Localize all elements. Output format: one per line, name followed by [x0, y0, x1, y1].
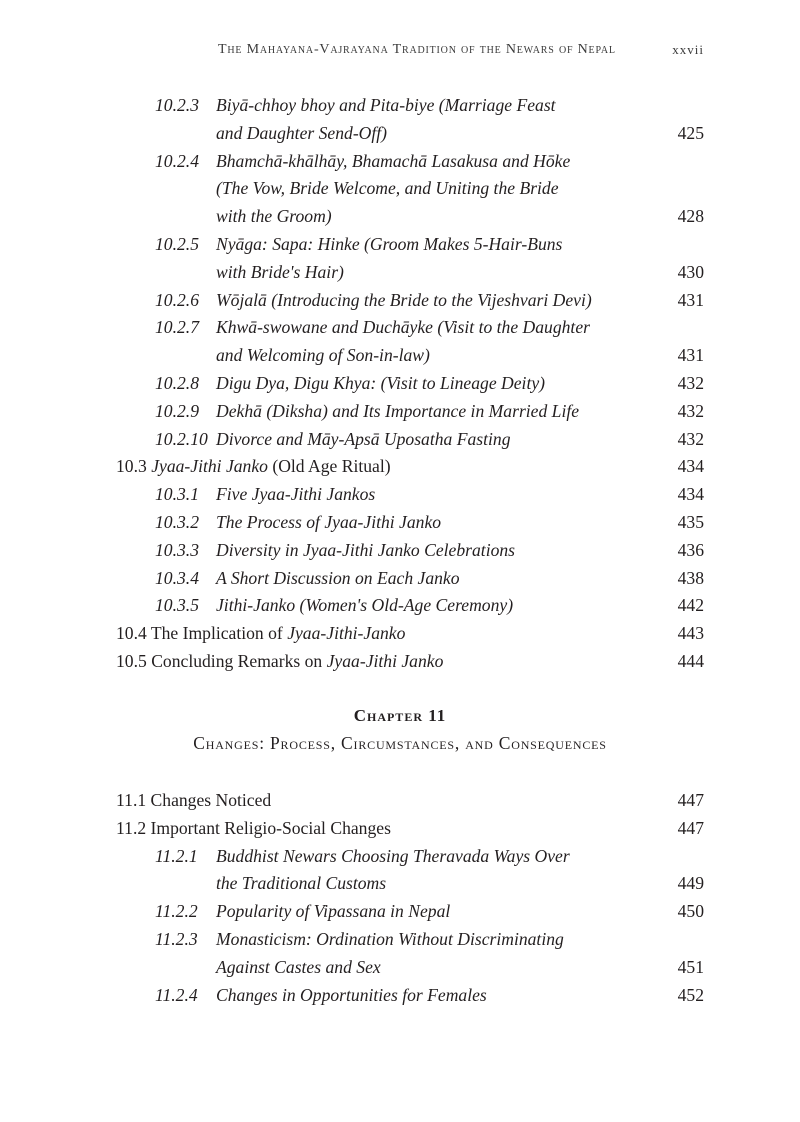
entry-title: Against Castes and Sex	[216, 956, 381, 977]
entry-page: 434	[677, 484, 704, 505]
entry-page: 425	[677, 122, 704, 143]
toc-section-10-3	[0, 453, 800, 481]
toc-section-10-5	[0, 648, 800, 676]
entry-title: A Short Discussion on Each Janko	[216, 567, 460, 588]
entry-page: 430	[677, 261, 704, 282]
toc-entry	[0, 870, 800, 898]
toc-section-11-2	[0, 815, 800, 843]
entry-title: Jithi-Janko (Women's Old-Age Ceremony)	[216, 595, 514, 616]
section-title-prefix: 10.4 The Implication of	[116, 623, 288, 644]
entry-page: 428	[677, 206, 704, 227]
entry-page: 434	[677, 456, 704, 477]
running-title: The Mahayana-Vajrayana Tradition of the Newars of Nepal	[218, 42, 616, 57]
entry-page: 432	[677, 400, 704, 421]
entry-number: 10.3.1	[155, 484, 199, 505]
entry-number: 10.2.4	[155, 150, 199, 171]
toc-entry	[0, 565, 800, 593]
entry-title: Digu Dya, Digu Khya: (Visit to Lineage Deity)	[216, 372, 546, 393]
entry-number: 10.2.7	[155, 317, 199, 338]
entry-page: 447	[677, 817, 704, 838]
toc-entry	[0, 537, 800, 565]
section-title: 11.1 Changes Noticed	[116, 790, 272, 810]
toc-entry	[0, 203, 800, 231]
entry-title: Buddhist Newars Choosing Theravada Ways Over	[216, 845, 570, 866]
toc-entry	[0, 175, 800, 203]
toc-entry	[0, 287, 800, 315]
toc-entry	[0, 398, 800, 426]
section-title-italic: Jyaa-Jithi Janko	[151, 456, 268, 477]
entry-number: 10.2.5	[155, 233, 199, 254]
entry-title: Biyā-chhoy bhoy and Pita-biye (Marriage Feast	[216, 95, 556, 115]
entry-title: Wōjalā (Introducing the Bride to the Vijeshvari Devi)	[216, 289, 592, 310]
entry-page: 438	[677, 567, 704, 588]
entry-number: 11.2.2	[155, 901, 198, 922]
entry-page: 444	[677, 650, 704, 671]
toc-block-chapter-11	[0, 787, 800, 1009]
toc-block-chapter-10	[0, 92, 800, 676]
chapter-title: Changes: Process, Circumstances, and Consequences	[193, 733, 607, 753]
toc-entry	[0, 92, 800, 120]
entry-page: 432	[677, 372, 704, 393]
toc-entry	[0, 982, 800, 1010]
entry-title: Diversity in Jyaa-Jithi Janko Celebrations	[216, 539, 516, 560]
toc-entry	[0, 120, 800, 148]
entry-page: 449	[677, 873, 704, 894]
toc-section-11-1	[0, 787, 800, 815]
toc-entry	[0, 314, 800, 342]
toc-entry	[0, 481, 800, 509]
entry-page: 431	[677, 289, 704, 310]
entry-title: Five Jyaa-Jithi Jankos	[216, 484, 376, 505]
entry-title: Divorce and Māy-Apsā Uposatha Fasting	[216, 428, 511, 449]
toc-entry	[0, 898, 800, 926]
toc-entry	[0, 926, 800, 954]
entry-title: The Process of Jyaa-Jithi Janko	[216, 511, 442, 532]
toc-entry	[0, 370, 800, 398]
section-title	[116, 648, 443, 676]
section-title-prefix: 10.5 Concluding Remarks on	[116, 650, 327, 671]
entry-page: 451	[677, 956, 704, 977]
chapter-label: Chapter 11	[353, 706, 447, 725]
toc-entry	[0, 259, 800, 287]
section-title	[116, 453, 391, 481]
section-title-italic: Jyaa-Jithi Janko	[326, 650, 444, 671]
entry-title: Changes in Opportunities for Females	[216, 984, 487, 1005]
entry-number: 10.2.6	[155, 289, 199, 310]
entry-title: (The Vow, Bride Welcome, and Uniting the Bride	[216, 178, 559, 199]
entry-title: the Traditional Customs	[216, 873, 387, 894]
toc-entry	[0, 231, 800, 259]
entry-number: 10.3.4	[155, 567, 199, 588]
section-title-rest: (Old Age Ritual)	[267, 456, 391, 477]
toc-entry	[0, 592, 800, 620]
entry-title: with the Groom)	[216, 206, 332, 227]
toc-entry	[0, 509, 800, 537]
toc-entry	[0, 148, 800, 176]
entry-page: 435	[677, 511, 704, 532]
entry-page: 431	[677, 345, 704, 366]
entry-number: 10.3.2	[155, 511, 199, 532]
entry-page: 452	[677, 984, 704, 1005]
entry-number: 10.2.9	[155, 400, 199, 421]
toc-entry	[0, 954, 800, 982]
section-title	[116, 620, 405, 648]
entry-number: 10.2.3	[155, 95, 199, 115]
toc-entry	[0, 426, 800, 454]
section-number: 10.3	[116, 456, 147, 477]
section-title: 11.2 Important Religio-Social Changes	[116, 817, 391, 838]
entry-number: 11.2.1	[155, 845, 198, 866]
toc-entry	[0, 342, 800, 370]
entry-title: Monasticism: Ordination Without Discriminating	[216, 928, 564, 949]
entry-page: 436	[677, 539, 704, 560]
entry-number: 10.3.3	[155, 539, 199, 560]
entry-title: Nyāga: Sapa: Hinke (Groom Makes 5-Hair-Buns	[216, 233, 563, 254]
entry-title: with Bride's Hair)	[216, 261, 344, 282]
entry-title: and Welcoming of Son-in-law)	[216, 345, 430, 366]
entry-page: 432	[677, 428, 704, 449]
entry-page: 442	[677, 595, 704, 616]
entry-title: Dekhā (Diksha) and Its Importance in Married Life	[216, 400, 580, 421]
running-header	[0, 42, 800, 62]
entry-title: Bhamchā-khālhāy, Bhamachā Lasakusa and Hōke	[216, 150, 571, 171]
entry-title: Popularity of Vipassana in Nepal	[216, 901, 451, 922]
page-number: xxvii	[672, 42, 704, 57]
entry-number: 11.2.3	[155, 928, 198, 949]
entry-title: Khwā-swowane and Duchāyke (Visit to the Daughter	[216, 317, 590, 338]
toc-entry	[0, 843, 800, 871]
entry-page: 450	[677, 901, 704, 922]
entry-page: 443	[677, 623, 704, 644]
entry-number: 11.2.4	[155, 984, 198, 1005]
entry-title: and Daughter Send-Off)	[216, 122, 388, 143]
toc-section-10-4	[0, 620, 800, 648]
section-title-italic: Jyaa-Jithi-Janko	[287, 623, 406, 644]
entry-number: 10.2.10	[155, 428, 208, 449]
entry-page: 447	[677, 790, 704, 810]
entry-number: 10.2.8	[155, 372, 199, 393]
entry-number: 10.3.5	[155, 595, 199, 616]
